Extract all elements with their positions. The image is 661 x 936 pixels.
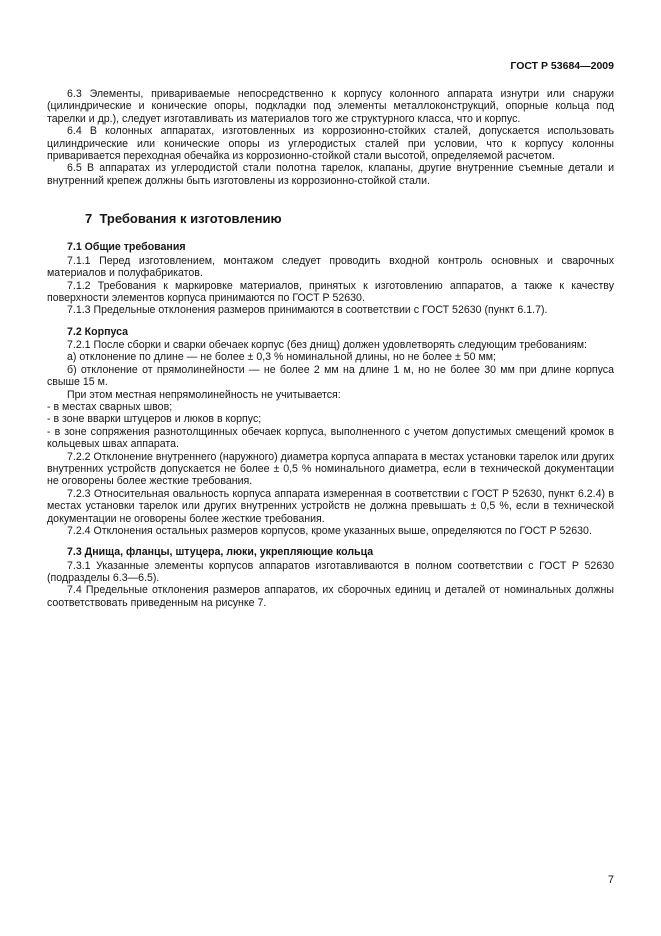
list-item: - в зоне вварки штуцеров и люков в корпус; (47, 413, 262, 426)
paragraph: 7.1.2 Требования к маркировке материалов, принятых к изготовлению аппаратов, а также к качеству поверхности элементов корпуса принимаются по ГОСТ Р 52630. (47, 279, 614, 304)
document-content (47, 88, 614, 609)
paragraph: При этом местная непрямолинейность не учитывается: (67, 388, 341, 401)
subsection-heading: 7.2 Корпуса (67, 325, 129, 338)
subsection-heading: 7.3 Днища, фланцы, штуцера, люки, укрепляющие кольца (67, 546, 374, 559)
paragraph: 7.1.1 Перед изготовлением, монтажом следует проводить входной контроль основных и сварочных материалов и полуфабрикатов. (47, 254, 614, 280)
paragraph: б) отклонение от прямолинейности — не более 2 мм на длине 1 м, но не более 30 мм при длине корпуса свыше 15 м. (47, 363, 614, 389)
paragraph: 6.3 Элементы, привариваемые непосредственно к корпусу колонного аппарата изнутри или снаружи (цилиндрические и конические опоры, подкладки под элементы металлоконструкций, опорные кольца под тарелки и др.), следует изготавливать из материалов того же структурного класса, что и корпус. (47, 88, 614, 125)
document-number: ГОСТ Р 53684—2009 (510, 60, 614, 72)
paragraph: 7.3.1 Указанные элементы корпусов аппаратов изготавливаются в полном соответствии с ГОСТ Р 52630 (подразделы 6.3—6.5). (47, 559, 614, 585)
paragraph: 7.4 Предельные отклонения размеров аппаратов, их сборочных единиц и деталей от номинальных должны соответствовать приведенным на рисунке 7. (47, 584, 614, 609)
paragraph: 7.2.3 Относительная овальность корпуса аппарата измеренная в соответствии с ГОСТ Р 52630, пункт 6.2.4) в местах установки тарелок или других внутренних устройств не должна превышать ± 0,5 %, если в технической документации не оговорены более жесткие требования. (47, 487, 614, 525)
page-footer (608, 874, 614, 886)
paragraph: 7.2.4 Отклонения остальных размеров корпусов, кроме указанных выше, определяются по ГОСТ Р 52630. (67, 524, 592, 537)
paragraph: 7.1.3 Предельные отклонения размеров принимаются в соответствии с ГОСТ 52630 (пункт 6.1.7). (67, 304, 548, 317)
subsection-heading: 7.1 Общие требования (67, 241, 186, 254)
paragraph: 7.2.2 Отклонение внутреннего (наружного) диаметра корпуса аппарата в местах установки тарелок или других внутренних устройств допускается не более ± 0,5 % номинального диаметра, если в технической документации не оговорены более жесткие требования. (47, 450, 614, 488)
paragraph: 7.2.1 После сборки и сварки обечаек корпус (без днищ) должен удовлетворять следующим требованиям: (67, 339, 587, 352)
paragraph: а) отклонение по длине — не более ± 0,3 % номинальной длины, но не более ± 50 мм; (67, 351, 496, 364)
list-item: - в зоне сопряжения разнотолщинных обечаек корпуса, выполненного с учетом допустимых смещений кромок в кольцевых швах аппарата. (47, 425, 614, 451)
section-heading: 7 Требования к изготовлению (85, 211, 282, 227)
page-header (47, 60, 614, 72)
list-item: - в местах сварных швов; (47, 401, 173, 414)
paragraph: 6.5 В аппаратах из углеродистой стали полотна тарелок, клапаны, другие внутренние съемные детали и внутренний крепеж должны быть изготовлены из коррозионно-стойкой стали. (47, 162, 614, 187)
paragraph: 6.4 В колонных аппаратах, изготовленных из коррозионно-стойких сталей, допускается использовать цилиндрические или конические опоры из углеродистых сталей при условии, что к корпусу колонны приваривается переходная обечайка из коррозионно-стойкой стали высотой, определяемой расчетом. (47, 125, 614, 162)
page-number: 7 (607, 874, 614, 886)
